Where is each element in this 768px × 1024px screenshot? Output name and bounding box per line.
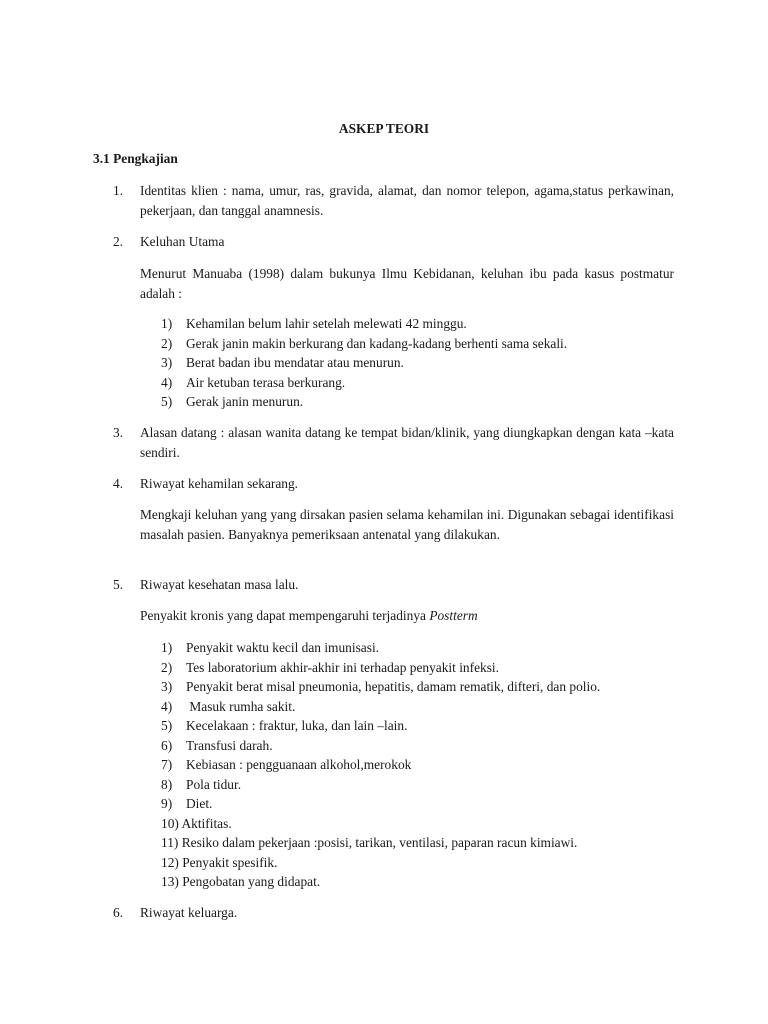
sublist-item <box>161 373 567 393</box>
list-text: Riwayat kesehatan masa lalu. <box>140 577 299 592</box>
sublist-number: 4) <box>161 698 173 714</box>
sublist-item <box>161 775 600 795</box>
list-number: 1. <box>113 183 124 198</box>
sublist-number: 4) <box>161 374 173 390</box>
sublist-number: 5) <box>161 718 173 733</box>
sublist-number: 2) <box>161 335 173 351</box>
sublist-number: 3) <box>161 355 173 370</box>
paragraph-text: Penyakit kronis yang dapat mempengaruhi terjadinya <box>140 608 430 623</box>
sublist-item <box>161 697 600 717</box>
sublist-text: Gerak janin makin berkurang dan kadang-kadang berhenti sama sekali. <box>186 335 568 351</box>
list-text: Riwayat keluarga. <box>140 905 238 920</box>
sublist-number: 11) <box>161 835 179 850</box>
sublist-text: Transfusi darah. <box>186 737 273 753</box>
list-text: Keluhan Utama <box>140 234 225 249</box>
list-item-2 <box>113 232 674 252</box>
sublist-item <box>161 353 567 373</box>
sublist-item <box>161 716 600 736</box>
sublist-item <box>161 833 600 853</box>
sublist-text: Gerak janin menurun. <box>186 394 304 409</box>
sublist-text: Tes laboratorium akhir-akhir ini terhadap penyakit infeksi. <box>186 659 499 675</box>
sublist-text: Penyakit berat misal pneumonia, hepatitis, damam rematik, difteri, dan polio. <box>186 679 601 694</box>
sublist-number: 6) <box>161 737 173 753</box>
sublist-riwayat <box>161 638 600 892</box>
list-text: Identitas klien : nama, umur, ras, gravida, alamat, dan nomor telepon, agama,status perkawinan, pekerjaan, dan tanggal anamnesis. <box>140 183 674 218</box>
paragraph: Menurut Manuaba (1998) dalam bukunya Ilmu Kebidanan, keluhan ibu pada kasus postmatur adalah : <box>140 266 674 301</box>
sublist-item <box>161 658 600 678</box>
sublist-number: 3) <box>161 679 173 694</box>
sublist-number: 7) <box>161 757 173 772</box>
sublist-item <box>161 392 567 412</box>
sublist-item <box>161 638 600 658</box>
list-item-3 <box>113 423 674 462</box>
list-text: Riwayat kehamilan sekarang. <box>140 476 299 491</box>
sublist-item <box>161 872 600 892</box>
sublist-number: 9) <box>161 796 173 811</box>
sublist-number: 1) <box>161 316 173 331</box>
sublist-text: Masuk rumha sakit. <box>186 698 296 714</box>
sublist-text: Resiko dalam pekerjaan :posisi, tarikan, ventilasi, paparan racun kimiawi. <box>181 835 578 850</box>
sublist-text: Penyakit spesifik. <box>182 854 278 870</box>
sublist-text: Pengobatan yang didapat. <box>182 874 321 889</box>
sublist-item <box>161 794 600 814</box>
sublist-item <box>161 853 600 873</box>
paragraph: Mengkaji keluhan yang yang dirsakan pasien selama kehamilan ini. Digunakan sebagai identifikasi masalah pasien. Banyaknya pemeriksaan antenatal yang dilakukan. <box>140 507 674 542</box>
sublist-number: 1) <box>161 640 173 655</box>
sublist-text: Penyakit waktu kecil dan imunisasi. <box>186 640 380 655</box>
sublist-number: 8) <box>161 776 173 792</box>
sublist-item <box>161 677 600 697</box>
sublist-number: 13) <box>161 874 179 889</box>
sublist-text: Kebiasan : pengguanaan alkohol,merokok <box>186 757 412 772</box>
sublist-item <box>161 334 567 354</box>
sublist-number: 10) <box>161 815 179 831</box>
list-number: 5. <box>113 577 124 592</box>
sublist-keluhan <box>161 314 567 412</box>
list-number: 4. <box>113 476 124 491</box>
paragraph <box>140 606 674 626</box>
list-number: 2. <box>113 234 124 249</box>
sublist-text: Air ketuban terasa berkurang. <box>186 374 346 390</box>
list-number: 6. <box>113 905 124 920</box>
sublist-text: Kecelakaan : fraktur, luka, dan lain –lain. <box>186 718 408 733</box>
sublist-item <box>161 736 600 756</box>
sublist-item <box>161 755 600 775</box>
sublist-text: Diet. <box>186 796 213 811</box>
sublist-number: 2) <box>161 659 173 675</box>
list-item-4 <box>113 474 674 494</box>
list-number: 3. <box>113 425 124 440</box>
sublist-text: Pola tidur. <box>186 776 242 792</box>
paragraph-italic-term: Postterm <box>429 608 478 623</box>
sublist-number: 12) <box>161 854 179 870</box>
sublist-item <box>161 814 600 834</box>
section-heading: 3.1 Pengkajian <box>93 151 178 166</box>
sublist-item <box>161 314 567 334</box>
list-item-6 <box>113 903 674 923</box>
list-item-1 <box>113 181 674 220</box>
sublist-text: Kehamilan belum lahir setelah melewati 42 minggu. <box>186 316 467 331</box>
sublist-number: 5) <box>161 394 173 409</box>
list-item-5 <box>113 575 674 595</box>
document-title: ASKEP TEORI <box>338 121 430 136</box>
sublist-text: Berat badan ibu mendatar atau menurun. <box>186 355 404 370</box>
list-text: Alasan datang : alasan wanita datang ke tempat bidan/klinik, yang diungkapkan dengan kata –kata sendiri. <box>140 425 674 460</box>
sublist-text: Aktifitas. <box>181 815 232 831</box>
